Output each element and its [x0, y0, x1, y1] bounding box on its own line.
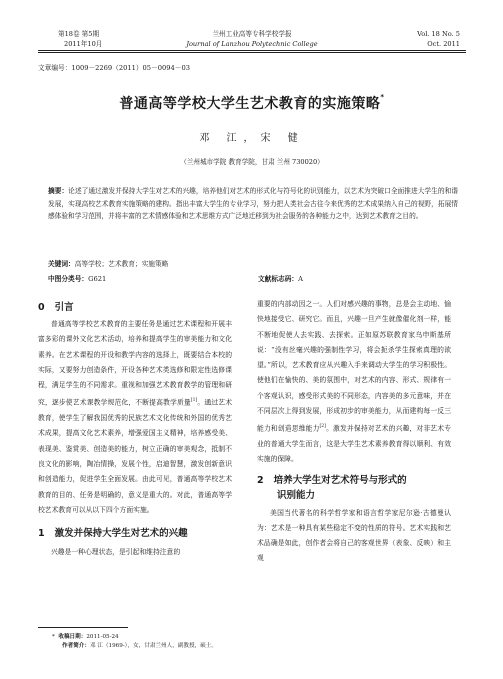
section-2-heading: 2 培养大学生对艺术符号与形式的 — [257, 474, 407, 486]
section-1-continued: 重要的内部动因之一。人们对感兴趣的事物，总是会主动地、愉快地接受它、研究它。而且，兴趣一旦产生就像催化剂一样，能不断地促使人去实践、去探索。正如原苏联教育家乌申斯基所说：“没有丝毫兴趣的强制性学习，将会扼杀学生探索真理的欲望。”所以，艺术教育应从兴趣入手来调动大学生的学习积极性。使他们在愉快的、美的氛围中，对艺术的内容、形式、规律有一个客观认识，感受形式美的不同形态，内容美的多元意味，并在不同层次上得到发展，形成初步的审美能力，从而建构每一反三能力和创造思维能力[2]。激发并保持对艺术的兴趣，对非艺术专业的普通大学生而言，这是大学生艺术素养教育得以顺利、有效实施的保障。 — [257, 300, 452, 464]
citation-2: [2] — [319, 424, 326, 430]
article-number: 文章编号：1009－2269（2011）05－0094－03 — [38, 64, 190, 72]
doc-code-value: A — [298, 275, 303, 283]
keywords-label: 关键词： — [48, 260, 75, 268]
journal-date-en: Oct. 2011 — [427, 40, 460, 48]
journal-name-en: Journal of Lanzhou Polytechnic College — [186, 40, 318, 48]
journal-date: 2011年10月 — [64, 40, 103, 48]
journal-volume: 第18卷 第5期 — [58, 30, 100, 38]
journal-name-cn: 兰州工业高等专科学校学报 — [212, 30, 292, 38]
document-code — [258, 273, 303, 283]
header-rule-top — [38, 50, 466, 51]
section-1-body: 兴趣是一种心理状态，是引起和维持注意的 — [51, 548, 181, 557]
doc-code-label: 文献标志码： — [258, 275, 299, 283]
article-authors: 邓 江，宋 健 — [199, 133, 305, 144]
article-title: 普通高等学校大学生艺术教育的实施策略* — [119, 93, 385, 112]
title-footnote-mark: * — [380, 93, 385, 101]
citation-1: [1] — [190, 398, 198, 404]
section-0-heading: 0 引言 — [38, 302, 74, 313]
author-affiliation: （兰州城市学院 教育学院，甘肃 兰州 730020） — [180, 158, 324, 166]
footnote-received: * 收稿日期：2011-05-24 — [52, 634, 119, 640]
clc-value: G621 — [88, 275, 107, 283]
abstract-text: 论述了通过激发并保持大学生对艺术的兴趣，培养他们对艺术的形式化与符号化的识别能力，以艺术为突破口全面推进大学生的和谐发展，实现高校艺术教育实施策略的建构。指出丰富大学生的专业学习，努力把人类社会古往今来优秀的艺术成果纳入自己的视野，拓展情感体验和学习范围，并将丰富的艺术情感体验和艺术思维方式广泛地迁移到为社会服务的各种能力之中，达到艺术教育之目的。 — [48, 187, 459, 220]
abstract-label: 摘要： — [48, 187, 69, 195]
keywords-text: 高等学校；艺术教育；实施策略 — [74, 260, 169, 268]
abstract — [48, 185, 458, 223]
footnote-author: 作者简介：邓 江（1969-），女，甘肃兰州人，副教授，硕士。 — [62, 643, 217, 649]
left-column — [38, 300, 232, 560]
right-column — [257, 297, 451, 567]
keywords — [48, 258, 168, 268]
clc-label: 中图分类号： — [48, 275, 89, 283]
section-1-heading: 1 激发并保持大学生对艺术的兴趣 — [38, 528, 188, 540]
journal-volume-en: Vol. 18 No. 5 — [417, 30, 460, 38]
header-rule-bottom — [38, 52, 466, 53]
clc-number — [48, 273, 106, 283]
section-2-body: 美国当代著名的科学哲学家和语言哲学家尼尔逊·古德曼认为：艺术是一种具有某些稳定不变的性质的符号。艺术实践和艺术品确是如此，创作者会将自己的客观世界（表象、反映）和主观 — [257, 508, 451, 563]
footnote-rule — [38, 627, 128, 628]
section-2-heading-line2: 识别能力 — [277, 489, 316, 501]
section-0-body: 普通高等学校艺术教育的主要任务是通过艺术课程和开展丰富多彩的课外文化艺术活动，培养和提高学生的审美能力和文化素养。在艺术课程的开设和教学内容的选择上，既要结合本校的实际，又要努力创造条件，开设各种艺术类选修和限定性选修课程，满足学生的不同需求。重视和加强艺术教育教学的管理和研究，逐步使艺术课教学规范化，不断提高教学质量[1]。通过艺术教育，使学生了解我国优秀的民族艺术文化传统和外国的优秀艺术成果，提高文化艺术素养，增强爱国主义精神，培养感受美、表现美、鉴赏美、创造美的能力，树立正确的审美观念，抵制不良文化的影响，陶冶情操，发展个性，启迪智慧，激发创新意识和创造能力，促进学生全面发展。由此可见，普通高等学校艺术教育的目的、任务是明确的，意义是重大的。对此，普通高等学校艺术教育可以从以下四个方面实施。 — [38, 320, 233, 514]
